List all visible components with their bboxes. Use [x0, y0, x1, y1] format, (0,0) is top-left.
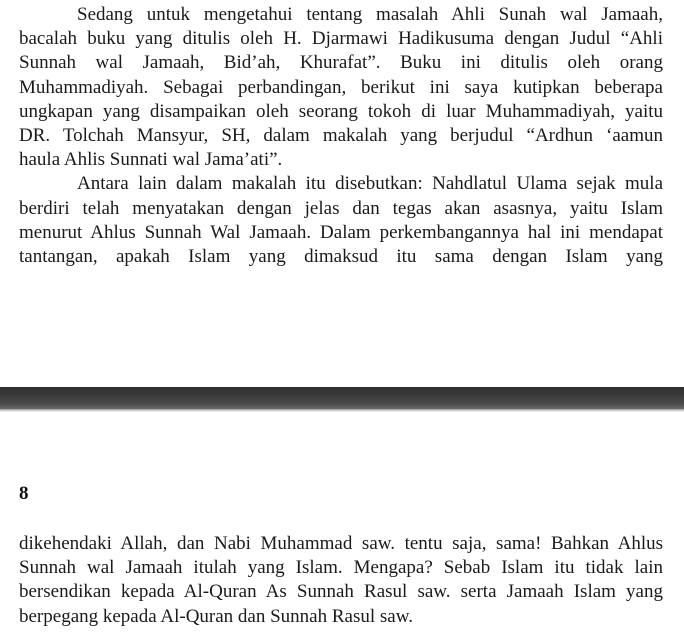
page-divider [0, 387, 684, 409]
lower-page-text [19, 532, 663, 629]
text-line: haula Ahlis Sunnati wal Jama’ati”. [19, 149, 283, 171]
paragraph-continuation [19, 532, 663, 629]
upper-page-text [19, 3, 663, 269]
text-line: Antara lain dalam makalah itu disebutkan: Nahdlatul Ulama sejak mula [77, 173, 663, 195]
paragraph-makalah [19, 172, 663, 269]
text-line: Muhammadiyah. Sebagai perbandingan, berikut ini saya kutipkan beberapa [19, 76, 663, 98]
text-line: tantangan, apakah Islam yang dimaksud itu sama dengan Islam yang [19, 246, 663, 268]
page-number: 8 [19, 483, 29, 504]
text-line: bacalah buku yang ditulis oleh H. Djarmawi Hadikusuma dengan Judul “Ahli [19, 28, 663, 50]
text-line: Sunnah wal Jamaah, Bid’ah, Khurafat”. Buku ini ditulis oleh orang [19, 52, 663, 74]
text-line: berpegang kepada Al-Quran dan Sunnah Rasul saw. [19, 605, 413, 627]
paragraph-ahli-sunah [19, 3, 663, 172]
text-line: berdiri telah menyatakan dengan jelas dan tegas akan asasnya, yaitu Islam [19, 197, 663, 219]
text-line: menurut Ahlus Sunnah Wal Jamaah. Dalam perkembangannya hal ini mendapat [19, 221, 663, 243]
text-line: bersendikan kepada Al-Quran As Sunnah Rasul saw. serta Jamaah Islam yang [19, 581, 663, 603]
text-line: Sunnah wal Jamaah itulah yang Islam. Mengapa? Sebab Islam itu tidak lain [19, 557, 663, 579]
text-line: Sedang untuk mengetahui tentang masalah Ahli Sunah wal Jamaah, [77, 4, 663, 25]
text-line: DR. Tolchah Mansyur, SH, dalam makalah yang berjudul “Ardhun ‘aamun [19, 125, 663, 147]
text-line: dikehendaki Allah, dan Nabi Muhammad saw. tentu saja, sama! Bahkan Ahlus [19, 533, 663, 554]
text-line: ungkapan yang disampaikan oleh seorang tokoh di luar Muhammadiyah, yaitu [19, 100, 663, 122]
